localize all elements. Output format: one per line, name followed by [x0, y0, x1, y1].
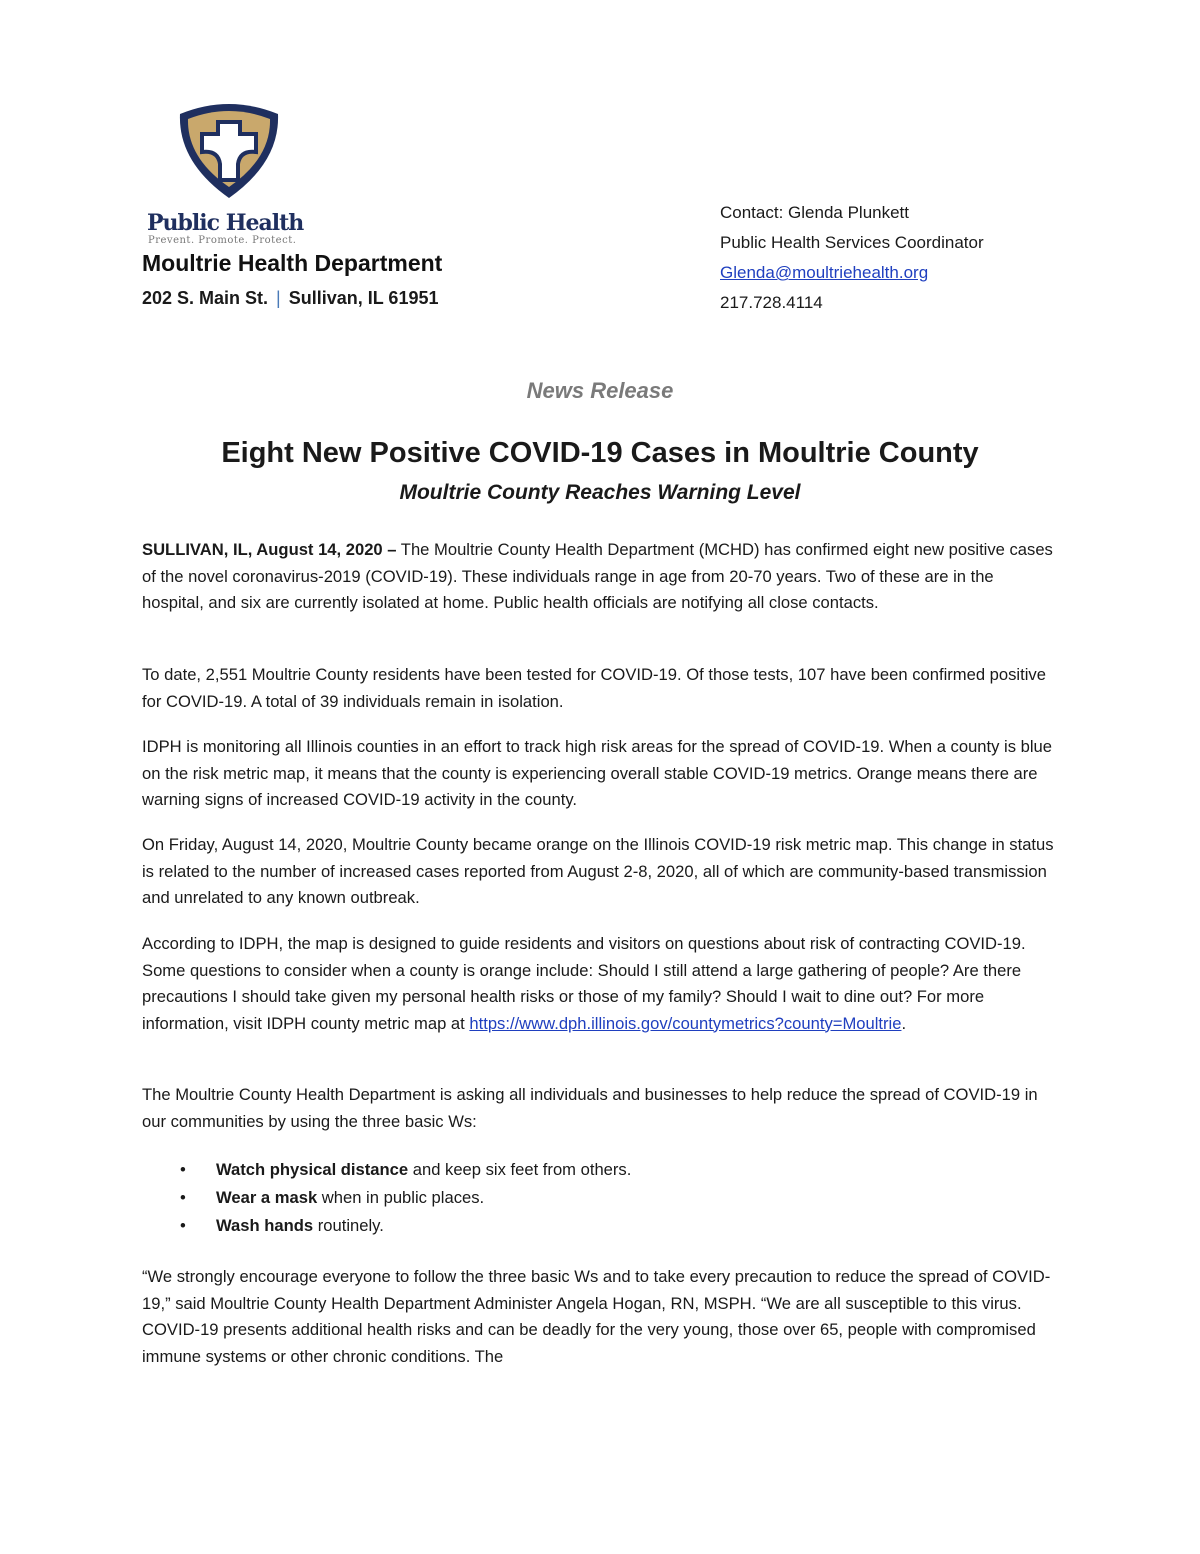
contact-block: [720, 198, 984, 318]
idph-county-metrics-link[interactable]: https://www.dph.illinois.gov/countymetrics?county=Moultrie: [469, 1013, 902, 1033]
address-separator: |: [276, 288, 281, 308]
paragraph-7-quote: “We strongly encourage everyone to follow the three basic Ws and to take every precaution to reduce the spread of COVID-19,” said Moultrie County Health Department Administer Angela Hogan, RN, MSPH. “We are all susceptible to this virus. COVID-19 presents additional health risks and can be deadly for the very young, those over 65, people with compromised immune systems or other chronic conditions. The: [142, 1267, 1051, 1366]
address-city: Sullivan, IL 61951: [288, 288, 439, 308]
bullet-bold: Watch physical distance: [216, 1160, 409, 1179]
address: [142, 288, 438, 309]
headline: Eight New Positive COVID-19 Cases in Moultrie County: [221, 437, 979, 469]
logo-tagline: Prevent. Promote. Protect.: [148, 235, 297, 246]
dateline: SULLIVAN, IL, August 14, 2020 –: [142, 540, 397, 559]
paragraph-5-text: According to IDPH, the map is designed to guide residents and visitors on questions about risk of contracting COVID-19. Some questions to consider when a county is orange include: Should I still attend a large gathering of people? Are there precautions I should take given my personal health risks or those of my family? Should I wait to dine out? For more information, visit IDPH county metric map at: [142, 934, 1026, 1033]
department-name: Moultrie Health Department: [142, 250, 443, 276]
paragraph-4: On Friday, August 14, 2020, Moultrie County became orange on the Illinois COVID-19 risk metric map. This change in status is related to the number of increased cases reported from August 2-8, 2020, all of which are community-based transmission and unrelated to any known outbreak.: [142, 835, 1054, 907]
paragraph-6: The Moultrie County Health Department is asking all individuals and businesses to help reduce the spread of COVID-19 in our communities by using the three basic Ws:: [142, 1085, 1038, 1131]
paragraph-5-end: .: [901, 1013, 907, 1033]
paragraph-3: IDPH is monitoring all Illinois counties in an effort to track high risk areas for the spread of COVID-19. When a county is blue on the risk metric map, it means that the county is experiencing overall stable COVID-19 metrics. Orange means there are warning signs of increased COVID-19 activity in the county.: [142, 737, 1053, 809]
contact-name: Contact: Glenda Plunkett: [720, 203, 910, 222]
subheadline: Moultrie County Reaches Warning Level: [399, 481, 801, 504]
paragraph-2: To date, 2,551 Moultrie County residents have been tested for COVID-19. Of those tests, 107 have been confirmed positive for COVID-19. A total of 39 individuals remain in isolation.: [142, 665, 1046, 711]
list-item: [142, 1156, 631, 1184]
contact-role: Public Health Services Coordinator: [720, 233, 984, 252]
bullet-text: routinely.: [313, 1216, 384, 1235]
list-item: [142, 1212, 631, 1240]
logo-text: Public Health: [147, 210, 304, 236]
address-street: 202 S. Main St.: [142, 288, 269, 308]
paragraph-1: [142, 537, 1057, 617]
contact-phone: 217.728.4114: [720, 293, 823, 312]
bullet-bold: Wear a mask: [216, 1188, 318, 1207]
news-release-label: News Release: [526, 378, 674, 403]
bullet-bold: Wash hands: [216, 1216, 314, 1235]
list-item: [142, 1184, 631, 1212]
contact-email-link[interactable]: Glenda@moultriehealth.org: [720, 263, 929, 282]
bullet-text: when in public places.: [317, 1188, 485, 1207]
three-ws-list: [142, 1156, 631, 1240]
bullet-text: and keep six feet from others.: [408, 1160, 632, 1179]
public-health-shield-logo-icon: [176, 100, 282, 200]
paragraph-5: [142, 931, 1057, 1037]
paragraph-1-text: The Moultrie County Health Department (MCHD) has confirmed eight new positive cases of the novel coronavirus-2019 (COVID-19). These individuals range in age from 20-70 years. Two of these are in the hospital, and six are currently isolated at home. Public health officials are notifying all close contacts.: [142, 540, 1053, 612]
